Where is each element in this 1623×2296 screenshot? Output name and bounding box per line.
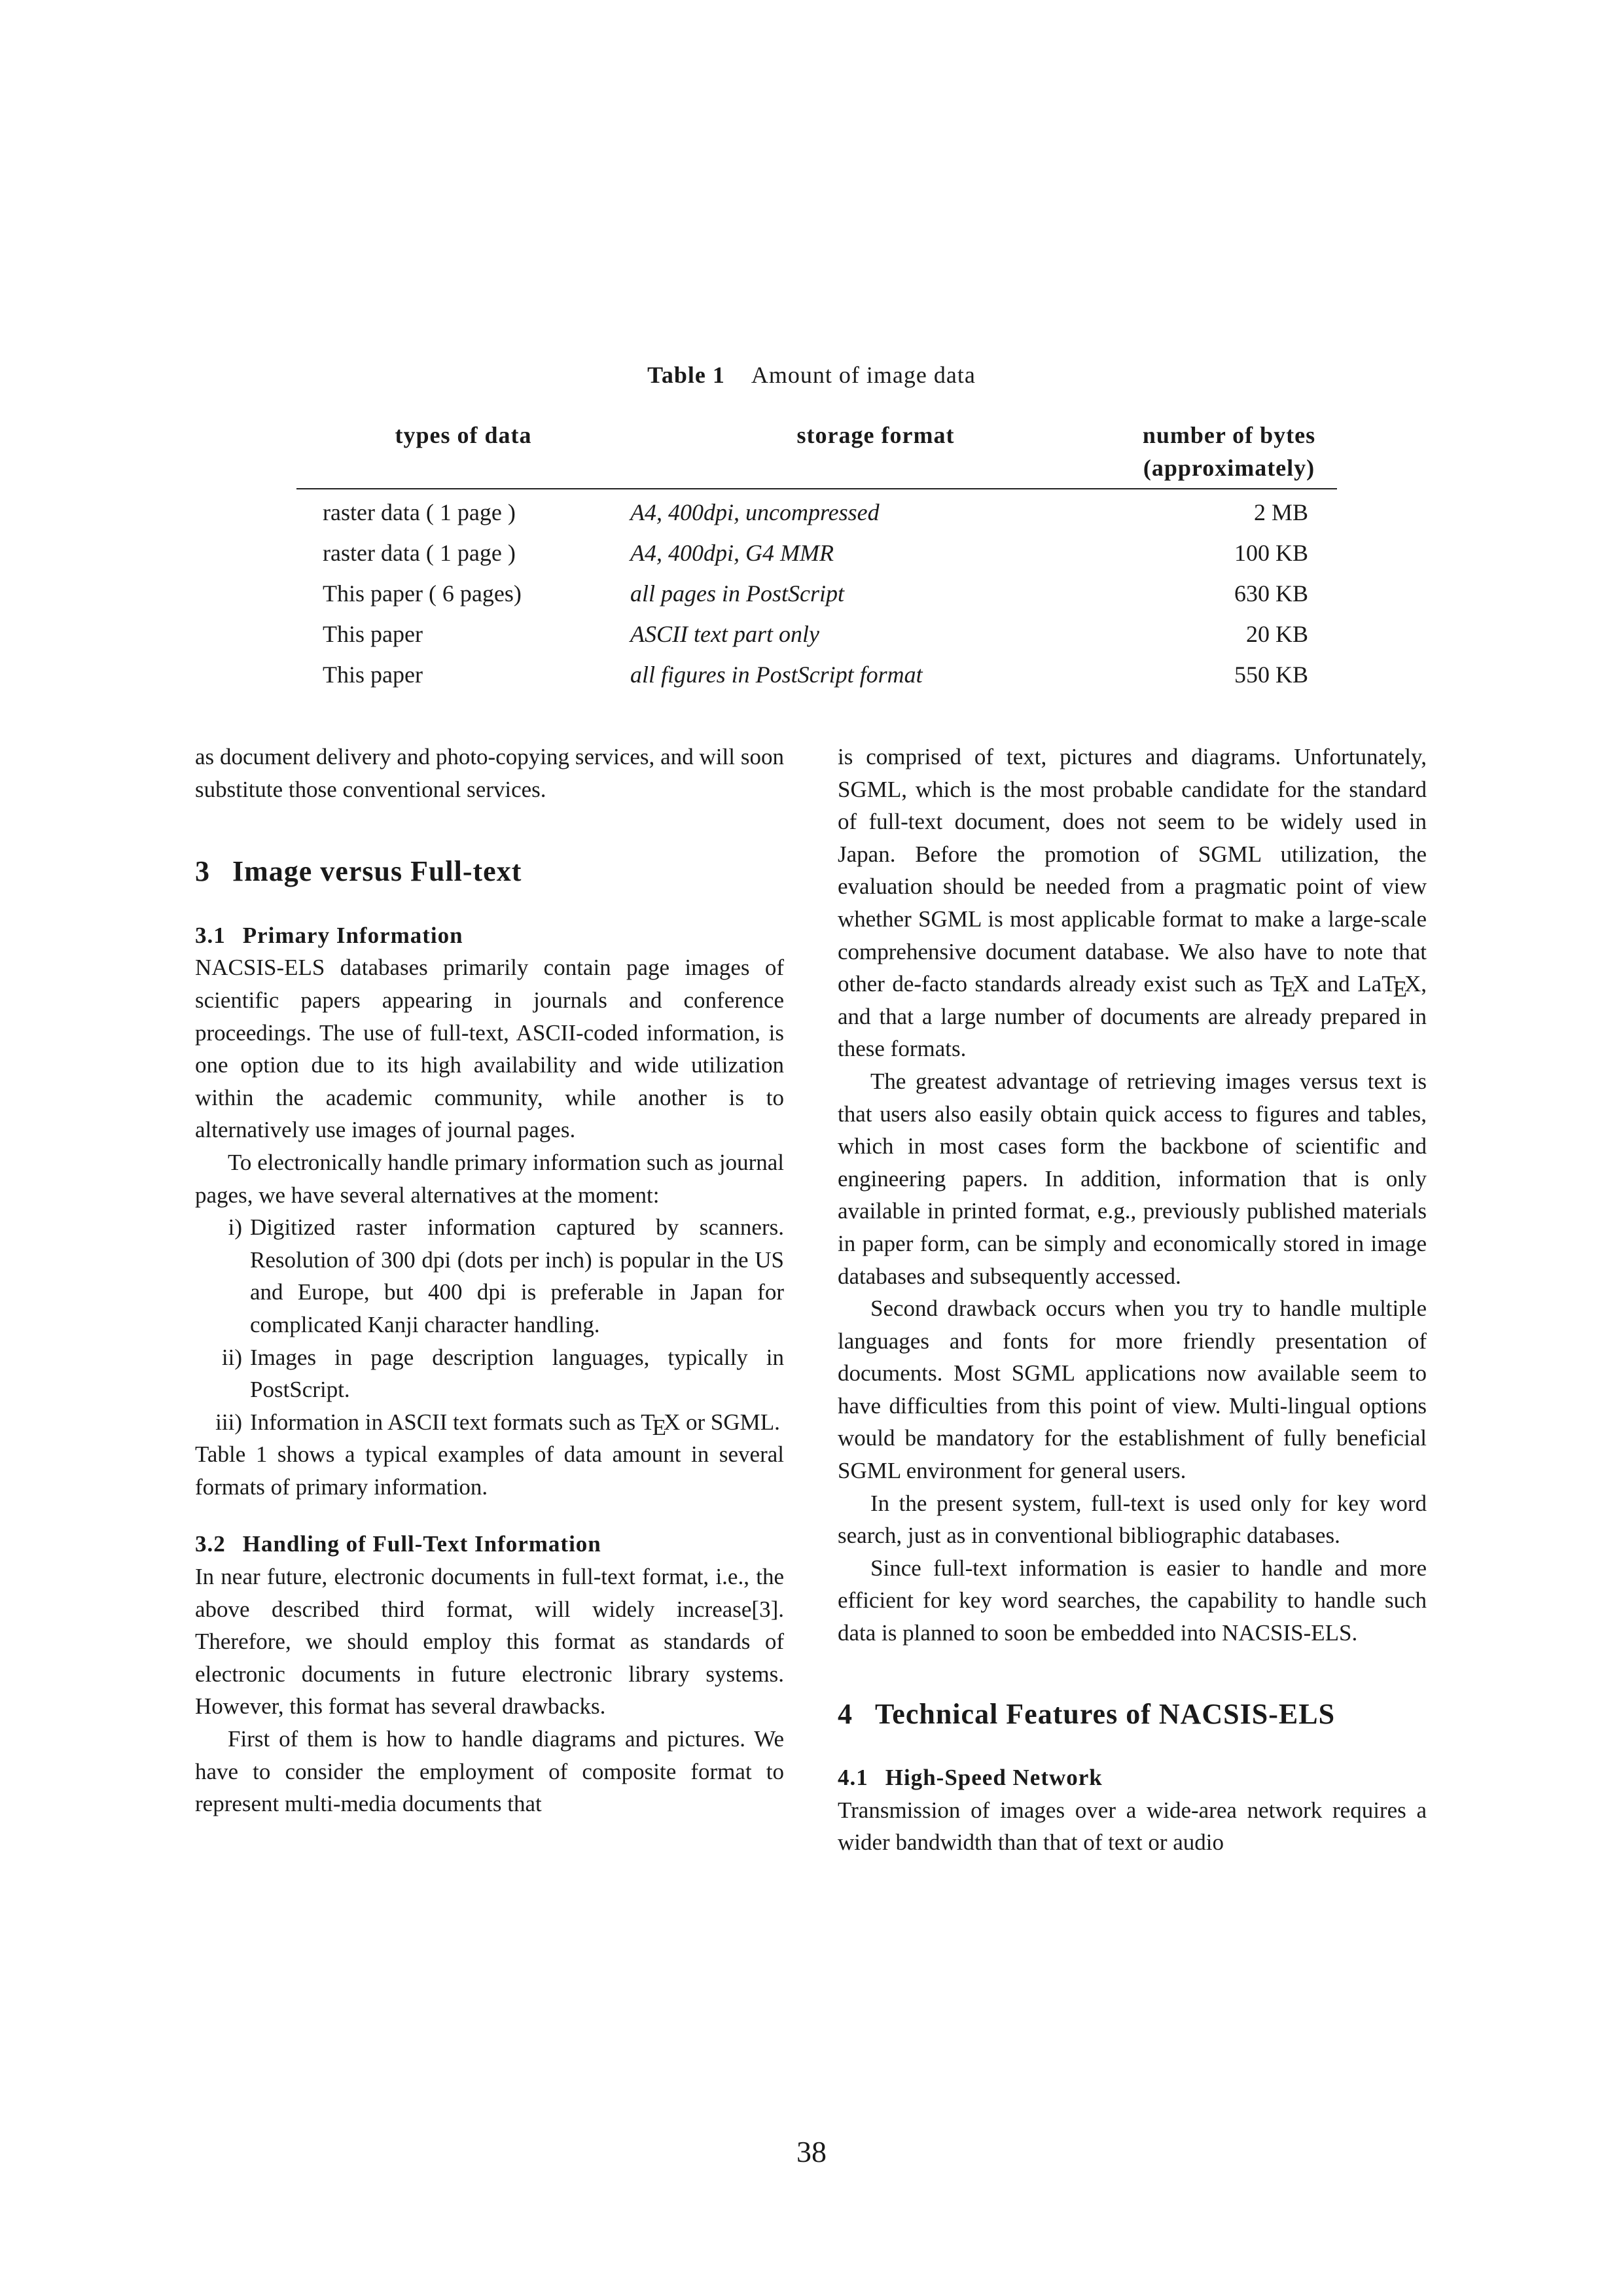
- list-text: [250, 1409, 780, 1440]
- intro-paragraph: as document delivery and photo-copying services, and will soon substitute those conventional services.: [195, 744, 784, 802]
- cell-type: raster data ( 1 page ): [323, 540, 516, 566]
- list-text: Images in page description languages, typically in PostScript.: [250, 1344, 784, 1403]
- left-column: [195, 741, 784, 1820]
- table-caption: [0, 361, 1623, 389]
- cell-type: This paper: [323, 662, 423, 688]
- cell-type: This paper: [323, 621, 423, 647]
- paragraph: Transmission of images over a wide-area network requires a wider bandwidth than that of text or audio: [838, 1797, 1427, 1856]
- header-bytes-line1: number of bytes: [1142, 422, 1316, 448]
- cell-bytes: 20 KB: [1245, 621, 1308, 647]
- subsection-number: 4.1: [838, 1765, 868, 1791]
- table-row: [296, 614, 1337, 654]
- tex-logo: TEX: [1382, 971, 1421, 1002]
- cell-type: This paper ( 6 pages): [323, 580, 522, 607]
- list-marker: iii): [215, 1409, 242, 1435]
- header-format: storage format: [796, 422, 955, 448]
- paragraph: NACSIS-ELS databases primarily contain page images of scientific papers appearing in journals and conference proceedings. The use of full-text, ASCII-coded information, is one option due to its high availability and wide utilization within the academic community, while another is to alternatively use images of journal pages.: [195, 955, 784, 1143]
- cell-bytes: 550 KB: [1234, 662, 1308, 688]
- list-marker: ii): [221, 1344, 242, 1370]
- subsection-title: High-Speed Network: [885, 1765, 1103, 1791]
- list-text-after: or SGML.: [680, 1409, 780, 1435]
- subsection-number: 3.1: [195, 922, 226, 948]
- cell-format: A4, 400dpi, G4 MMR: [630, 540, 834, 566]
- tex-logo: TEX: [641, 1409, 681, 1440]
- cell-bytes: 100 KB: [1234, 540, 1308, 566]
- list-item: [195, 1406, 784, 1439]
- paragraph: Second drawback occurs when you try to handle multiple languages and fonts for more friendly presentation of documents. Most SGML applications now available seem to have difficulties from this point of view. Multi-lingual options would be mandatory for the establishment of fully beneficial SGML environment for general users.: [838, 1296, 1427, 1484]
- subsection-number: 3.2: [195, 1531, 226, 1557]
- table-row: [296, 533, 1337, 573]
- subsection-title: Handling of Full-Text Information: [242, 1531, 601, 1557]
- subsection-heading: [838, 1761, 1427, 1794]
- section-number: 4: [838, 1697, 853, 1730]
- header-bytes: [1121, 419, 1337, 489]
- subsection-heading: [195, 919, 784, 952]
- list-marker: i): [228, 1214, 242, 1241]
- right-column: [838, 741, 1427, 1859]
- tex-logo: TEX: [1270, 971, 1310, 1002]
- paragraph: First of them is how to handle diagrams and pictures. We have to consider the employment of composite format to represent multi-media documents that: [195, 1726, 784, 1817]
- subsection-heading: [195, 1528, 784, 1561]
- list-item: [195, 1211, 784, 1341]
- cell-type: raster data ( 1 page ): [323, 499, 516, 525]
- paragraph: The greatest advantage of retrieving images versus text is that users also easily obtain quick access to figures and tables, which in most cases form the backbone of scientific and engineering papers. In addition, information that is only available in printed format, e.g., previously published materials in paper form, can be simply and economically stored in image databases and subsequently accessed.: [838, 1068, 1427, 1289]
- header-bytes-line2: (approximately): [1143, 455, 1315, 481]
- table-row: [296, 654, 1337, 695]
- cell-format: ASCII text part only: [630, 621, 819, 647]
- page-number: 38: [796, 2135, 827, 2168]
- list-text: Digitized raster information captured by scanners. Resolution of 300 dpi (dots per inch) is popular in the US and Europe, but 400 dpi is preferable in Japan for complicated Kanji character handling.: [250, 1214, 784, 1337]
- table-row: [296, 573, 1337, 614]
- section-heading: [195, 855, 784, 888]
- cell-bytes: 2 MB: [1253, 499, 1308, 525]
- paragraph: In near future, electronic documents in full-text format, i.e., the above described third format, will widely increase[3]. Therefore, we should employ this format as standards of electronic documents in future electronic library systems. However, this format has several drawbacks.: [195, 1564, 784, 1720]
- paragraph: To electronically handle primary information such as journal pages, we have several alternatives at the moment:: [195, 1149, 784, 1208]
- paragraph: is comprised of text, pictures and diagrams. Unfortunately, SGML, which is the most probable candidate for the standard of full-text document, does not seem to be widely used in Japan. Before the promotion of SGML utilization, the evaluation should be needed from a pragmatic point of view whether SGML is most applicable format to make a large-scale comprehensive document database. We also have to note that other de-facto standards already exist such as TEX and LaTEX, and that a large number of documents are already prepared in these formats.: [838, 744, 1427, 1062]
- section-heading: [838, 1698, 1427, 1731]
- cell-bytes: 630 KB: [1234, 580, 1308, 607]
- section-number: 3: [195, 855, 210, 888]
- list-text-before: Information in ASCII text formats such as: [250, 1409, 641, 1435]
- subsection-title: Primary Information: [242, 922, 463, 948]
- cell-format: A4, 400dpi, uncompressed: [630, 499, 880, 525]
- paragraph: Table 1 shows a typical examples of data amount in several formats of primary information.: [195, 1441, 784, 1500]
- cell-format: all figures in PostScript format: [630, 662, 923, 688]
- section-title: Image versus Full-text: [232, 855, 522, 888]
- table-row: [296, 489, 1337, 533]
- data-table: [296, 419, 1337, 695]
- section-title: Technical Features of NACSIS-ELS: [875, 1697, 1336, 1730]
- header-types: types of data: [395, 422, 532, 448]
- list-item: [195, 1341, 784, 1406]
- table-label: Table 1: [647, 362, 725, 388]
- paragraph: In the present system, full-text is used only for key word search, just as in conventional bibliographic databases.: [838, 1490, 1427, 1549]
- paragraph: Since full-text information is easier to handle and more efficient for key word searches, the capability to handle such data is planned to soon be embedded into NACSIS-ELS.: [838, 1555, 1427, 1646]
- table-header-row: [296, 419, 1337, 489]
- table-title: Amount of image data: [751, 362, 976, 388]
- cell-format: all pages in PostScript: [630, 580, 844, 607]
